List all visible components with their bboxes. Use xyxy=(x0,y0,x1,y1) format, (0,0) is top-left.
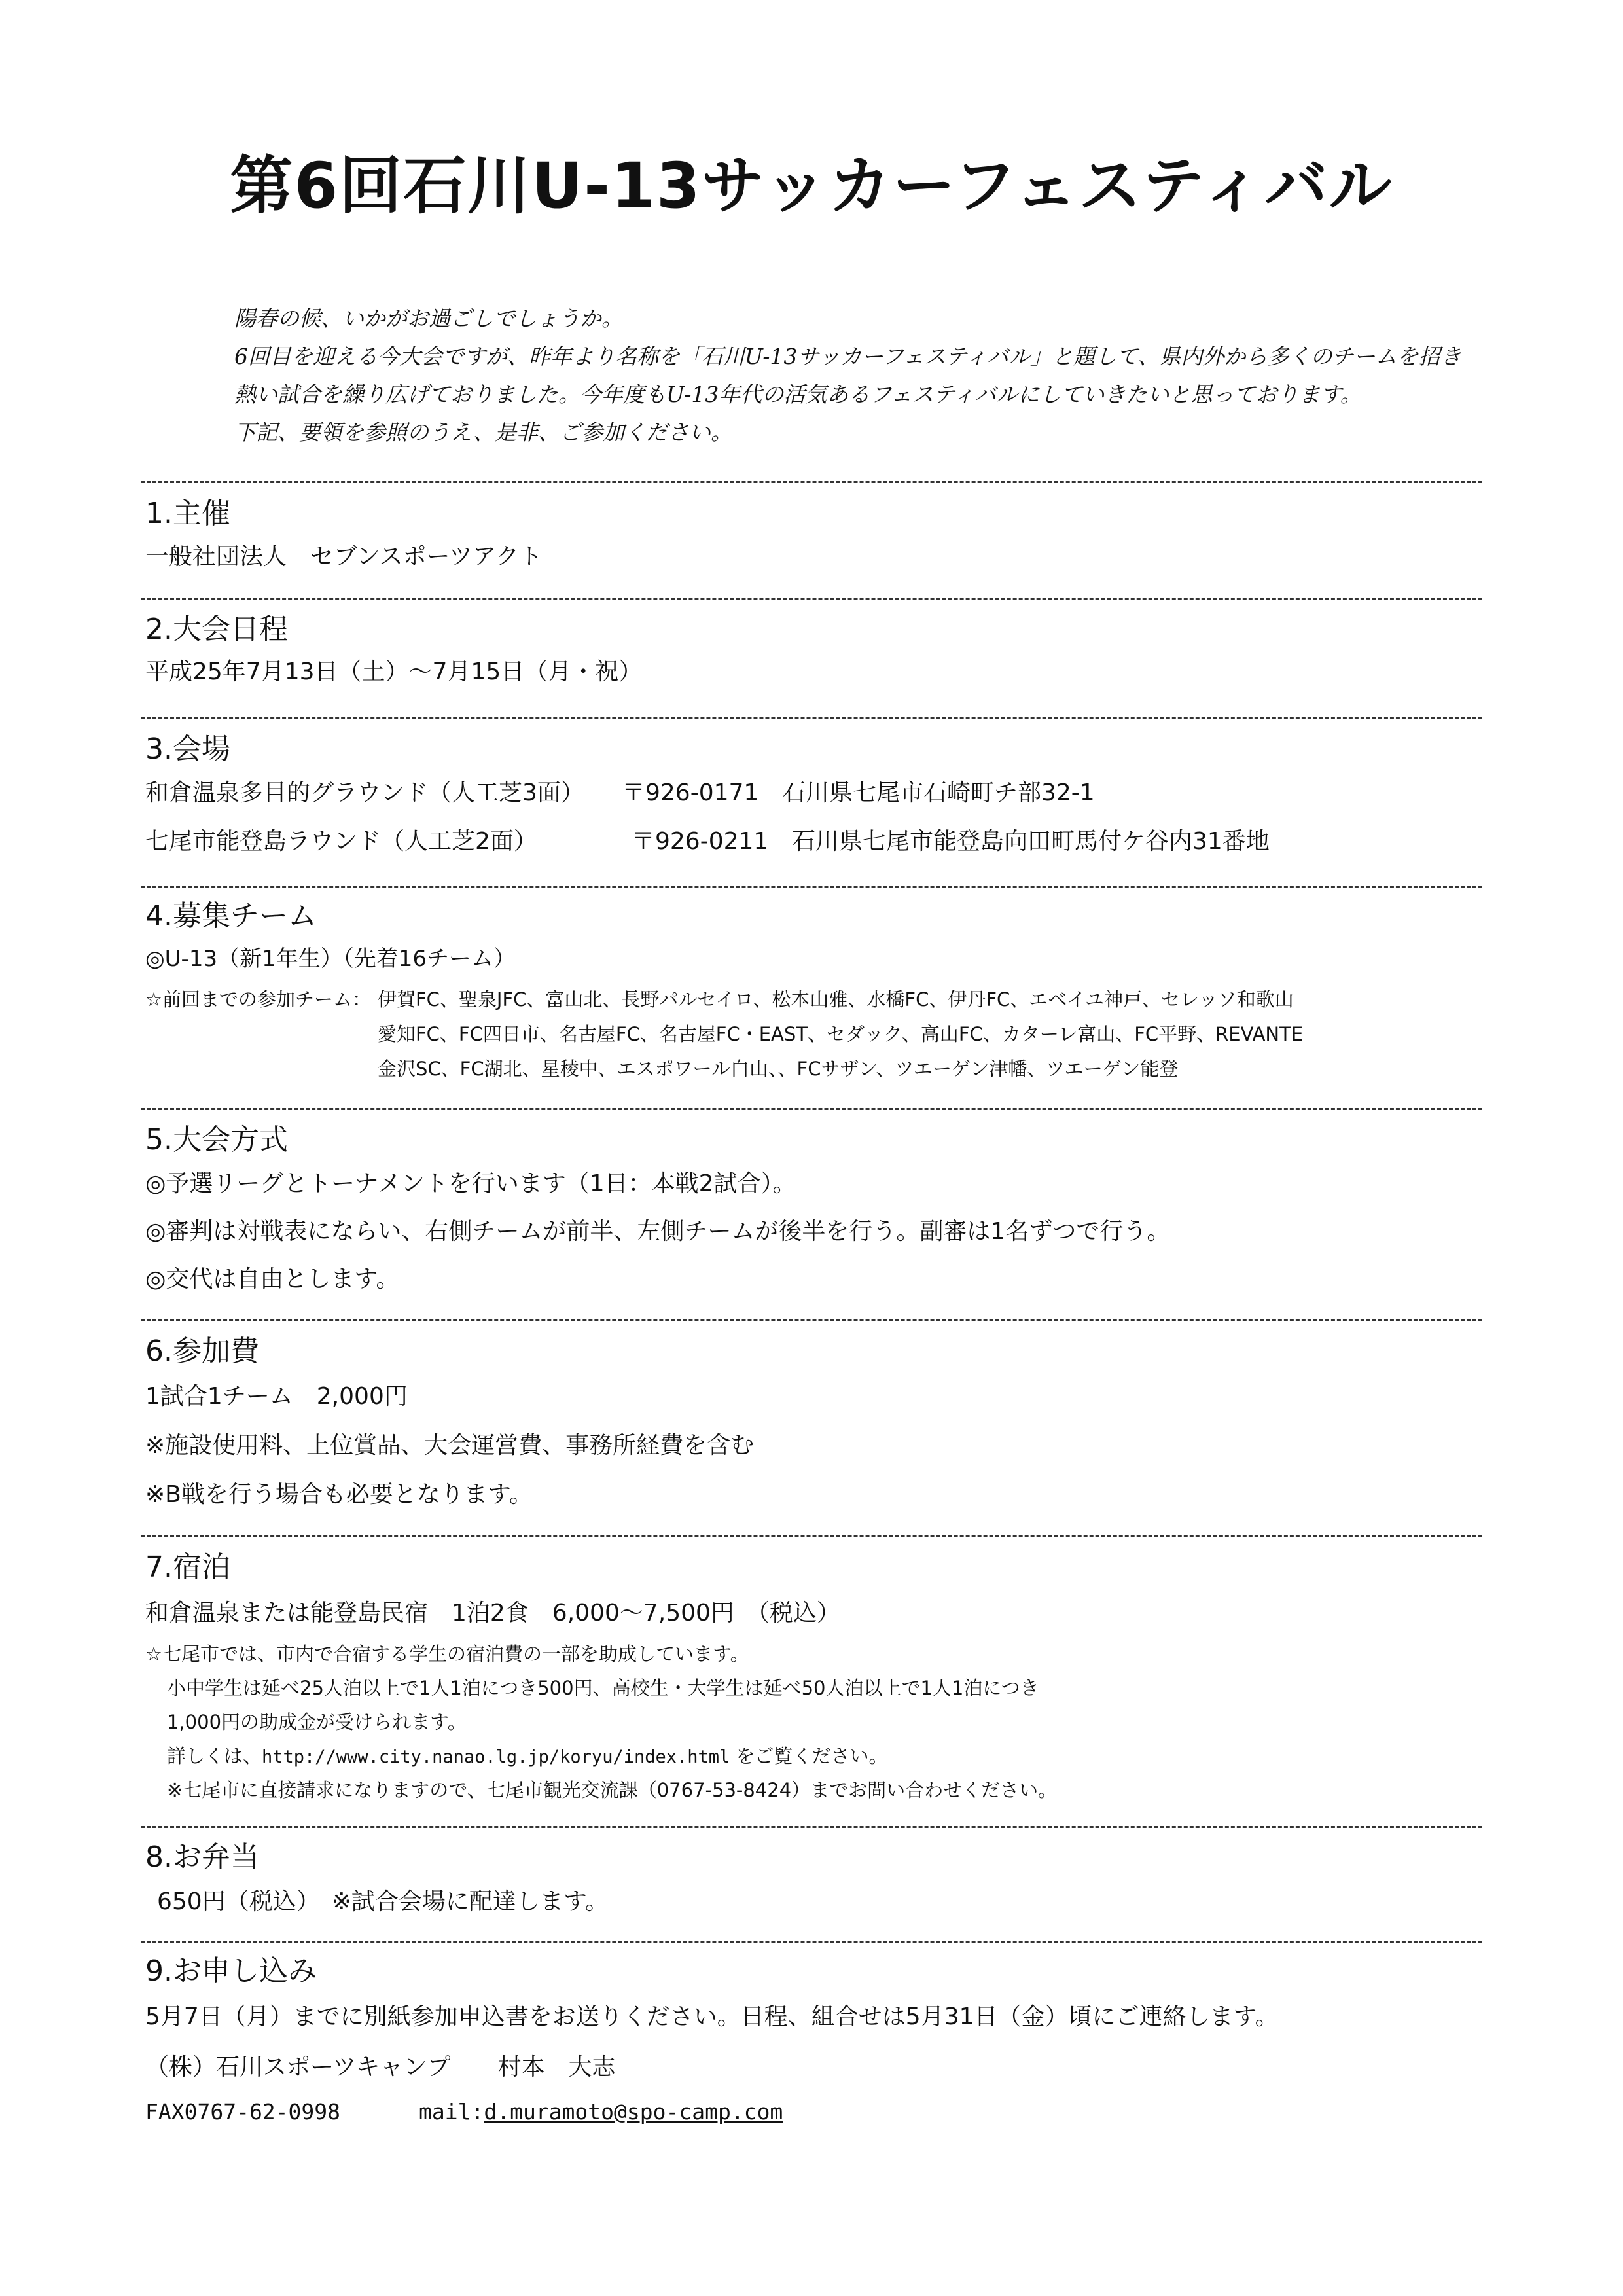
section-heading-fee: 6.参加費 xyxy=(145,1335,259,1368)
mail-link[interactable]: d.muramoto@spo-camp.com xyxy=(484,2099,783,2125)
fee-line: ※施設使用料、上位賞品、大会運営費、事務所経費を含む xyxy=(145,1432,755,1459)
dashed-divider xyxy=(141,598,1482,600)
application-deadline: 5月7日（月）までに別紙参加申込書をお送りください。日程、組合せは5月31日（金）頃にご連絡します。 xyxy=(145,2003,1279,2030)
intro-greeting xyxy=(234,300,1517,452)
intro-line: 下記、要領を参照のうえ、是非、ご参加ください。 xyxy=(234,420,732,445)
lodging-detail-prefix: 詳しくは、 xyxy=(167,1745,262,1767)
dashed-divider xyxy=(141,1319,1482,1321)
intro-line: 熱い試合を繰り広げておりました。今年度もU-13年代の活気あるフェスティバルにしていきたいと思っております。 xyxy=(234,382,1362,407)
lodging-contact-note: ※七尾市に直接請求になりますので、七尾市観光交流課（0767-53-8424）までお問い合わせください。 xyxy=(167,1779,1058,1801)
dashed-divider xyxy=(141,481,1482,483)
section-heading-format: 5.大会方式 xyxy=(145,1123,288,1157)
section-heading-schedule: 2.大会日程 xyxy=(145,613,288,646)
intro-line: 陽春の候、いかがお過ごしでしょうか。 xyxy=(234,306,623,331)
dashed-divider xyxy=(141,886,1482,888)
dashed-divider xyxy=(141,717,1482,719)
fee-line: 1試合1チーム 2,000円 xyxy=(145,1383,408,1410)
format-line: ◎審判は対戦表にならい、右側チームが前半、左側チームが後半を行う。副審は1名ずつで行う。 xyxy=(145,1218,1171,1245)
organizer-name: 一般社団法人 セブンスポーツアクト xyxy=(145,543,543,570)
venue-address: 石川県七尾市能登島向田町馬付ケ谷内31番地 xyxy=(792,828,1270,855)
page-title: 第6回石川U-13サッカーフェスティバル xyxy=(230,149,1393,223)
past-teams-line: 伊賀FC、聖泉JFC、富山北、長野パルセイロ、松本山雅、水橋FC、伊丹FC、エベイユ神戸、セレッソ和歌山 xyxy=(378,988,1294,1011)
section-heading-lodging: 7.宿泊 xyxy=(145,1551,230,1584)
lodging-detail xyxy=(167,1742,887,1768)
dashed-divider xyxy=(141,1535,1482,1537)
venue-zip: 〒926-0211 xyxy=(632,828,769,855)
format-line: ◎予選リーグとトーナメントを行います（1日：本戦2試合）。 xyxy=(145,1170,796,1197)
lodging-note: 小中学生は延べ25人泊以上で1人1泊につき500円、高校生・大学生は延べ50人泊以上で1人1泊につき xyxy=(167,1677,1039,1699)
dashed-divider xyxy=(141,1941,1482,1943)
format-line: ◎交代は自由とします。 xyxy=(145,1266,400,1293)
fee-line: ※B戦を行う場合も必要となります。 xyxy=(145,1481,533,1508)
contact-organization: （株）石川スポーツキャンプ 村本 大志 xyxy=(145,2054,616,2081)
past-teams-line: 金沢SC、FC湖北、星稜中、エスポワール白山、、FCサザン、ツエーゲン津幡、ツエーゲン能登 xyxy=(378,1058,1179,1080)
lunch-info: 650円（税込） ※試合会場に配達します。 xyxy=(157,1888,609,1915)
contact-fax: FAX0767-62-0998 xyxy=(145,2099,341,2125)
lodging-price: 和倉温泉または能登島民宿 1泊2食 6,000～7,500円 （税込） xyxy=(145,1600,840,1626)
lodging-detail-suffix: をご覧ください。 xyxy=(730,1745,888,1767)
contact-mail xyxy=(419,2099,783,2125)
section-heading-organizer: 1.主催 xyxy=(145,497,230,530)
venue-address: 石川県七尾市石崎町チ部32-1 xyxy=(782,780,1095,806)
venue-zip: 〒926-0171 xyxy=(622,780,759,806)
venue-name: 和倉温泉多目的グラウンド（人工芝3面） xyxy=(145,780,584,806)
lodging-note: ☆七尾市では、市内で合宿する学生の宿泊費の一部を助成しています。 xyxy=(145,1643,749,1665)
intro-line: 6回目を迎える今大会ですが、昨年より名称を「石川U-13サッカーフェスティバル」と題して、県内外から多くのチームを招き xyxy=(234,344,1462,369)
recruit-category: ◎U-13（新1年生）（先着16チーム） xyxy=(145,946,516,972)
section-heading-lunch: 8.お弁当 xyxy=(145,1840,259,1874)
nanao-city-url[interactable]: http://www.city.nanao.lg.jp/koryu/index.html xyxy=(262,1747,730,1767)
section-heading-application: 9.お申し込み xyxy=(145,1954,317,1988)
venue-name: 七尾市能登島ラウンド（人工芝2面） xyxy=(145,828,537,855)
schedule-dates: 平成25年7月13日（土）～7月15日（月・祝） xyxy=(145,658,643,685)
dashed-divider xyxy=(141,1826,1482,1828)
section-heading-venue: 3.会場 xyxy=(145,732,230,766)
dashed-divider xyxy=(141,1108,1482,1110)
past-teams-label: ☆前回までの参加チーム： xyxy=(145,988,371,1011)
past-teams-line: 愛知FC、FC四日市、名古屋FC、名古屋FC・EAST、セダック、高山FC、カターレ富山、FC平野、REVANTE xyxy=(378,1023,1304,1045)
section-heading-teams: 4.募集チーム xyxy=(145,899,317,933)
mail-label: mail: xyxy=(419,2099,484,2125)
lodging-note: 1,000円の助成金が受けられます。 xyxy=(167,1711,467,1733)
